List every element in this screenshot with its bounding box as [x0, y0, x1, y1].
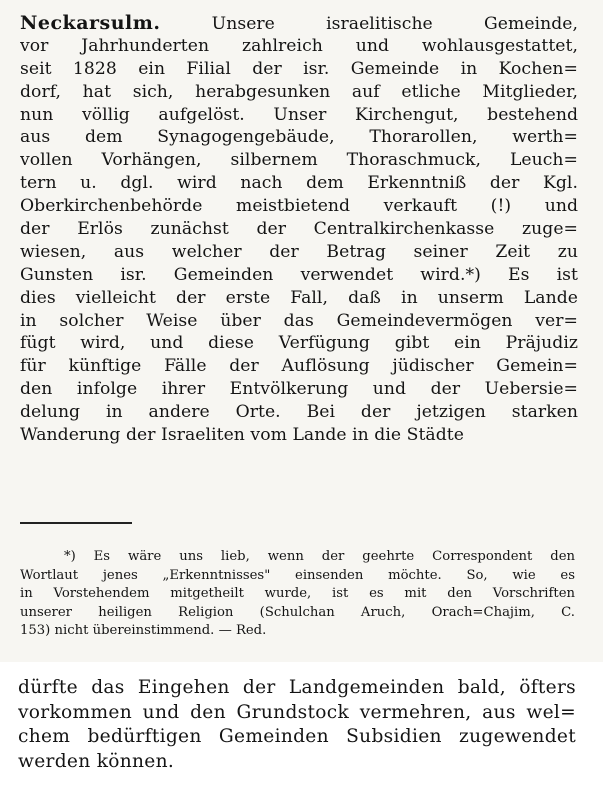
article-line: seit 1828 ein Filial der isr. Gemeinde in Kochen= [20, 58, 578, 79]
article-line: Oberkirchenbehörde meistbietend verkauft (!) und [20, 196, 578, 217]
footnote-separator-rule [20, 522, 132, 524]
article-line: für künftige Fälle der Auflösung jüdischer Gemein= [20, 356, 578, 377]
footnote-line: in Vorstehendem mitgetheilt wurde, ist es mit den Vorschriften [20, 586, 575, 602]
continuation-body [18, 676, 576, 774]
footnote-line: *) Es wäre uns lieb, wenn der geehrte Correspondent den [64, 549, 575, 564]
article-line: fügt wird, und diese Verfügung gibt ein Präjudiz [20, 333, 578, 354]
article-line: vor Jahrhunderten zahlreich und wohlausgestattet, [20, 35, 578, 56]
article-line: in solcher Weise über das Gemeindevermögen ver= [20, 310, 578, 331]
article-line: Wanderung der Israeliten vom Lande in die Städte [20, 425, 464, 446]
continuation-scan-region [0, 662, 603, 786]
continuation-line: vorkommen und den Grundstock vermehren, aus wel= [18, 701, 576, 723]
article-line: den infolge ihrer Entvölkerung und der Uebersie= [20, 379, 578, 400]
footnote-line: 153) nicht übereinstimmend. — Red. [20, 623, 267, 639]
continuation-line: chem bedürftigen Gemeinden Subsidien zugewendet [18, 726, 576, 747]
footnote [20, 548, 575, 641]
footnote-line: Wortlaut jenes „Erkenntnisses" einsenden möchte. So, wie es [20, 567, 575, 583]
article-line: wiesen, aus welcher der Betrag seiner Zeit zu [20, 241, 578, 262]
footnote-line: unserer heiligen Religion (Schulchan Aruch, Orach=Chajim, C. [20, 604, 575, 620]
article-line: aus dem Synagogengebäude, Thorarollen, werth= [20, 127, 578, 148]
article-line: der Erlös zunächst der Centralkirchenkasse zuge= [20, 219, 578, 240]
article-headword: Neckarsulm. [20, 12, 161, 34]
article-line: vollen Vorhängen, silbernem Thoraschmuck, Leuch= [20, 150, 578, 171]
article-line: tern u. dgl. wird nach dem Erkenntniß der Kgl. [20, 173, 578, 194]
article-line-text: Unsere israelitische Gemeinde, [211, 14, 578, 34]
article-line: Gunsten isr. Gemeinden verwendet wird.*) Es ist [20, 264, 578, 285]
continuation-line: dürfte das Eingehen der Landgemeinden bald, öfters [18, 677, 576, 698]
article-line [20, 12, 578, 35]
article-line: dies vielleicht der erste Fall, daß in unserm Lande [20, 287, 578, 308]
article-line: dorf, hat sich, herabgesunken auf etliche Mitglieder, [20, 81, 578, 102]
continuation-line: werden können. [18, 750, 175, 772]
article-line: nun völlig aufgelöst. Unser Kirchengut, bestehend [20, 104, 578, 125]
article-line: delung in andere Orte. Bei der jetzigen starken [20, 402, 578, 423]
article-body [20, 12, 578, 447]
